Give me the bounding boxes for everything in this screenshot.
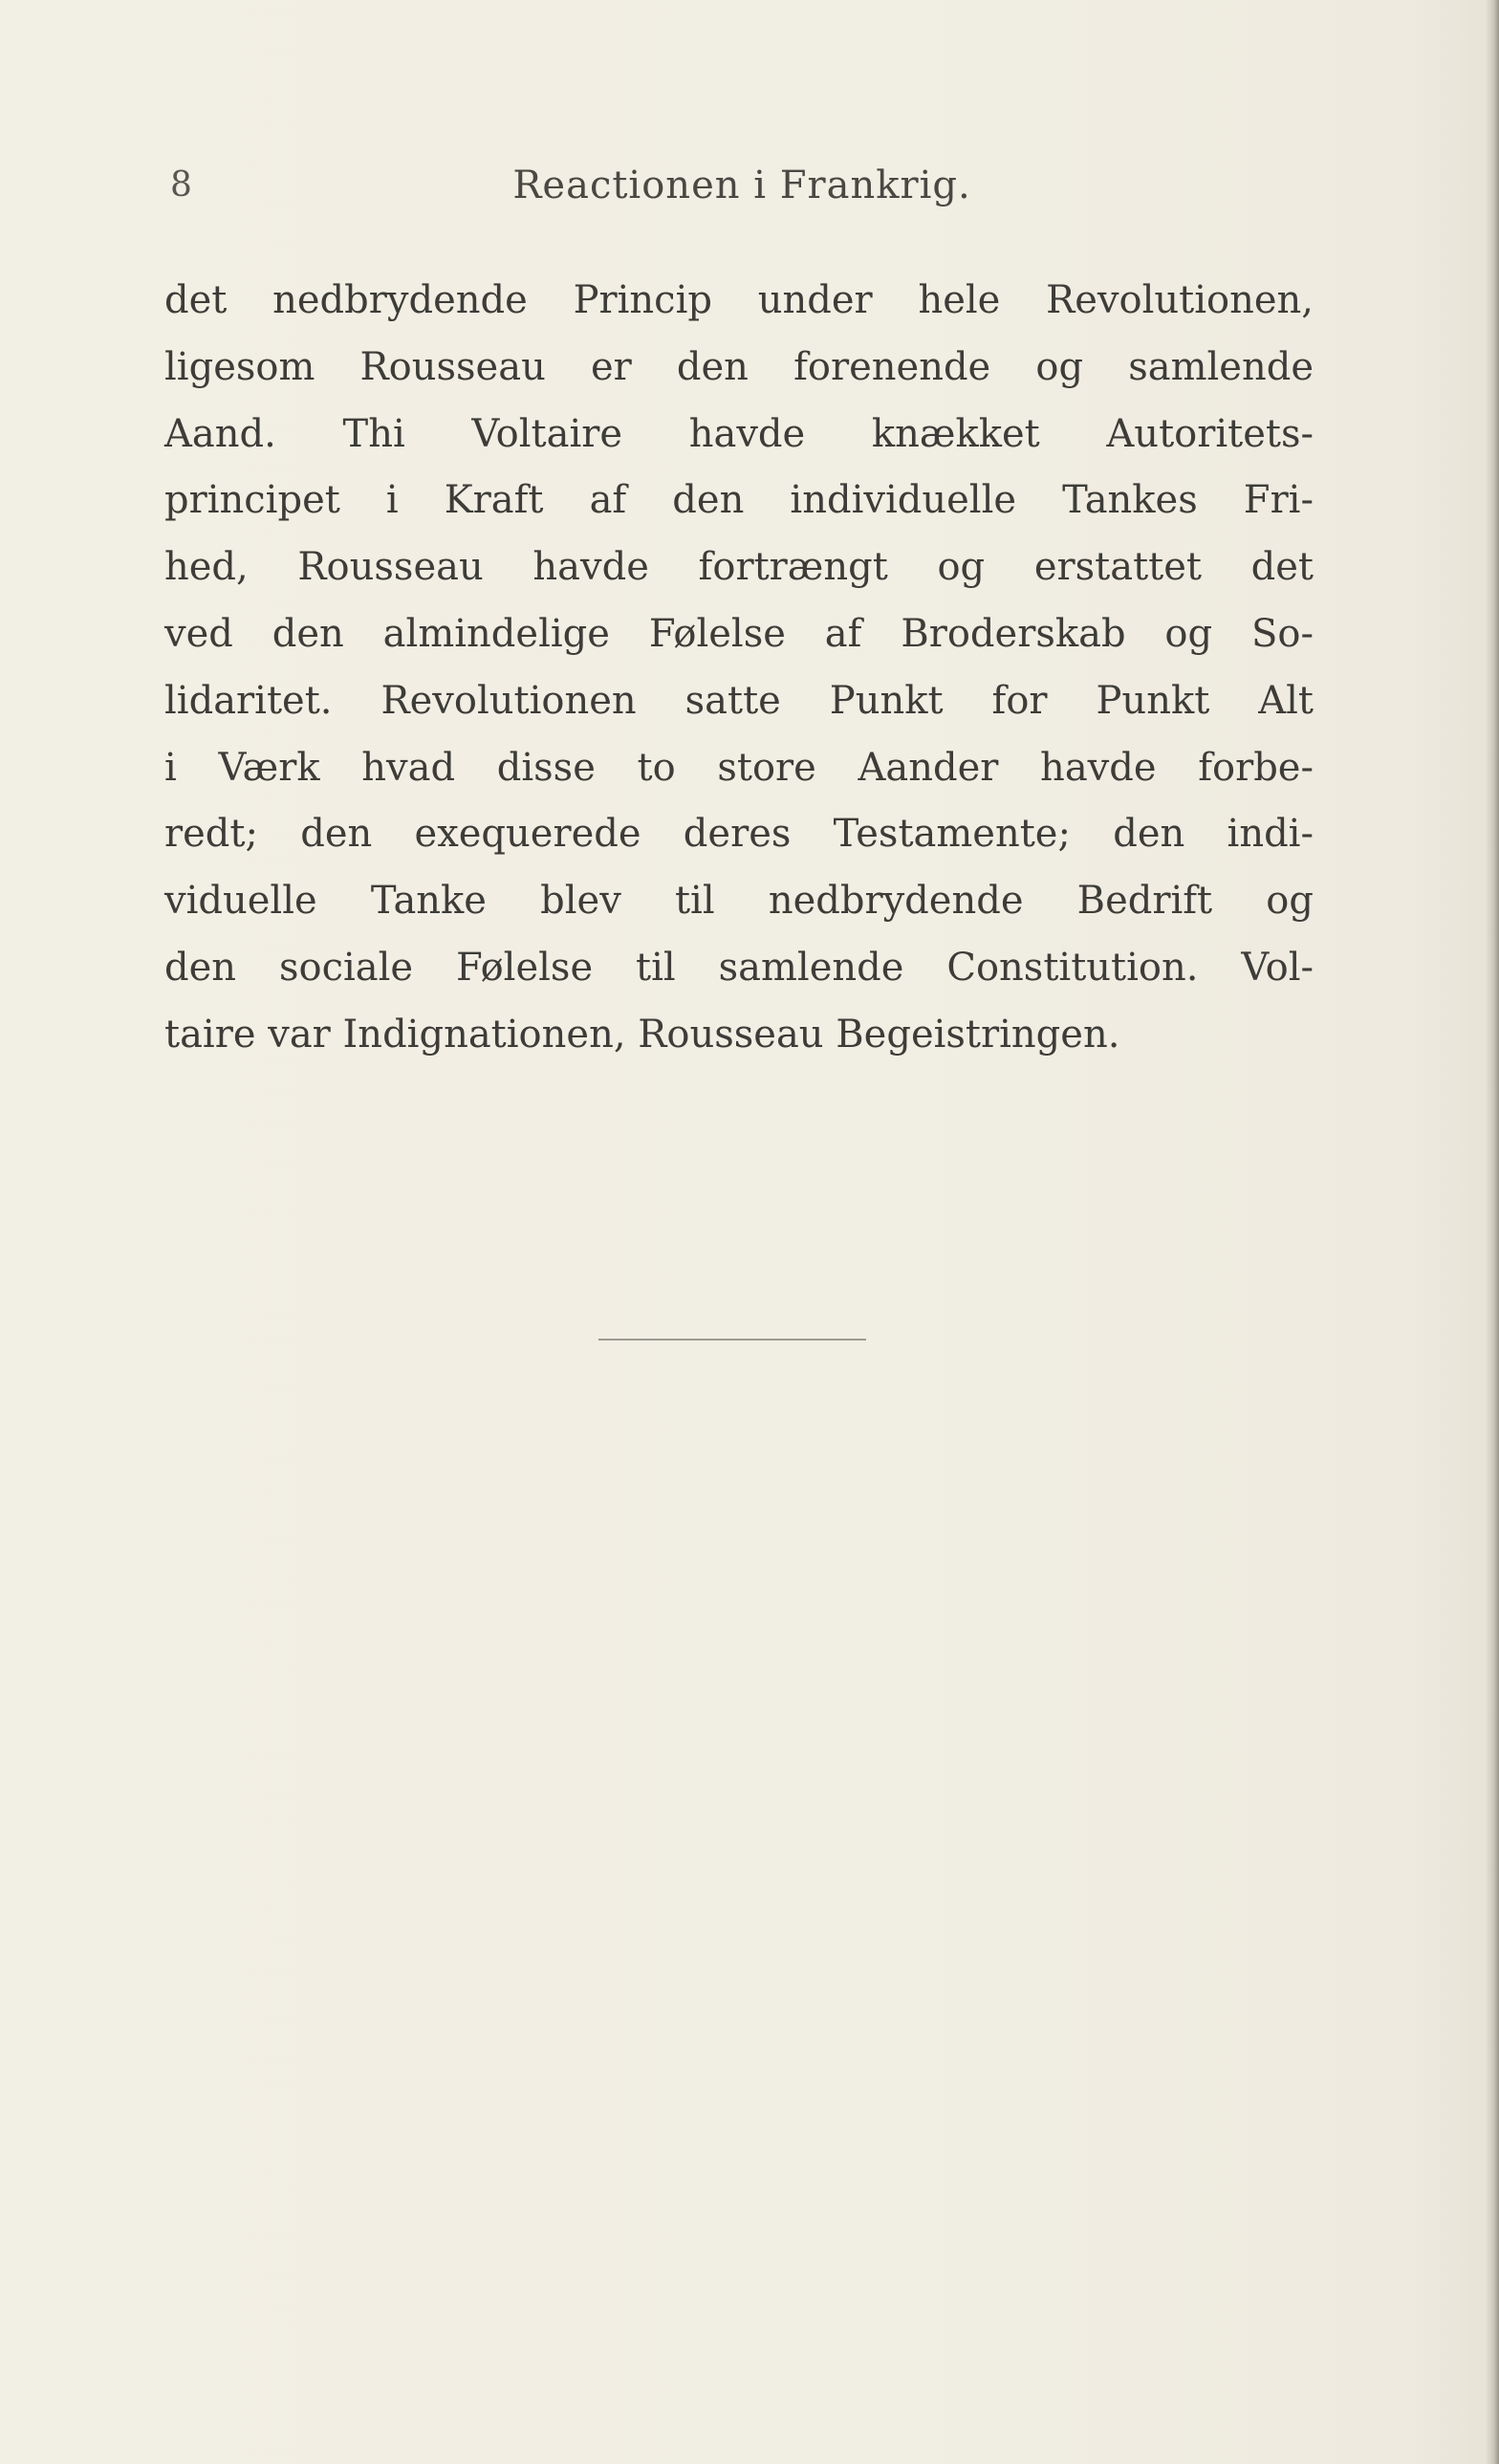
text-line: redt; den exequerede deres Testamente; den indi-	[164, 812, 1314, 857]
text-line: den sociale Følelse til samlende Constitution. Vol-	[164, 945, 1314, 990]
body-paragraph	[164, 268, 1314, 1069]
page-number: 8	[170, 165, 192, 205]
text-line: ligesom Rousseau er den forenende og samlende	[164, 344, 1314, 389]
text-line: principet i Kraft af den individuelle Tankes Fri-	[164, 478, 1314, 523]
text-line: Aand. Thi Voltaire havde knækket Autoritets-	[164, 411, 1314, 456]
page-edge-shadow	[1486, 0, 1499, 2464]
text-line: ved den almindelige Følelse af Broderskab og So-	[164, 611, 1314, 656]
text-line: lidaritet. Revolutionen satte Punkt for Punkt Alt	[164, 678, 1314, 723]
page-header	[170, 161, 1314, 218]
section-end-rule	[598, 1339, 866, 1341]
text-line: i Værk hvad disse to store Aander havde forbe-	[164, 745, 1314, 790]
text-line: hed, Rousseau havde fortrængt og erstattet det	[164, 545, 1314, 590]
text-line: taire var Indignationen, Rousseau Begeistringen.	[164, 1012, 1120, 1057]
running-title: Reactionen i Frankrig.	[512, 164, 971, 207]
text-line: viduelle Tanke blev til nedbrydende Bedrift og	[164, 879, 1314, 924]
text-line: det nedbrydende Princip under hele Revolutionen,	[164, 278, 1314, 322]
